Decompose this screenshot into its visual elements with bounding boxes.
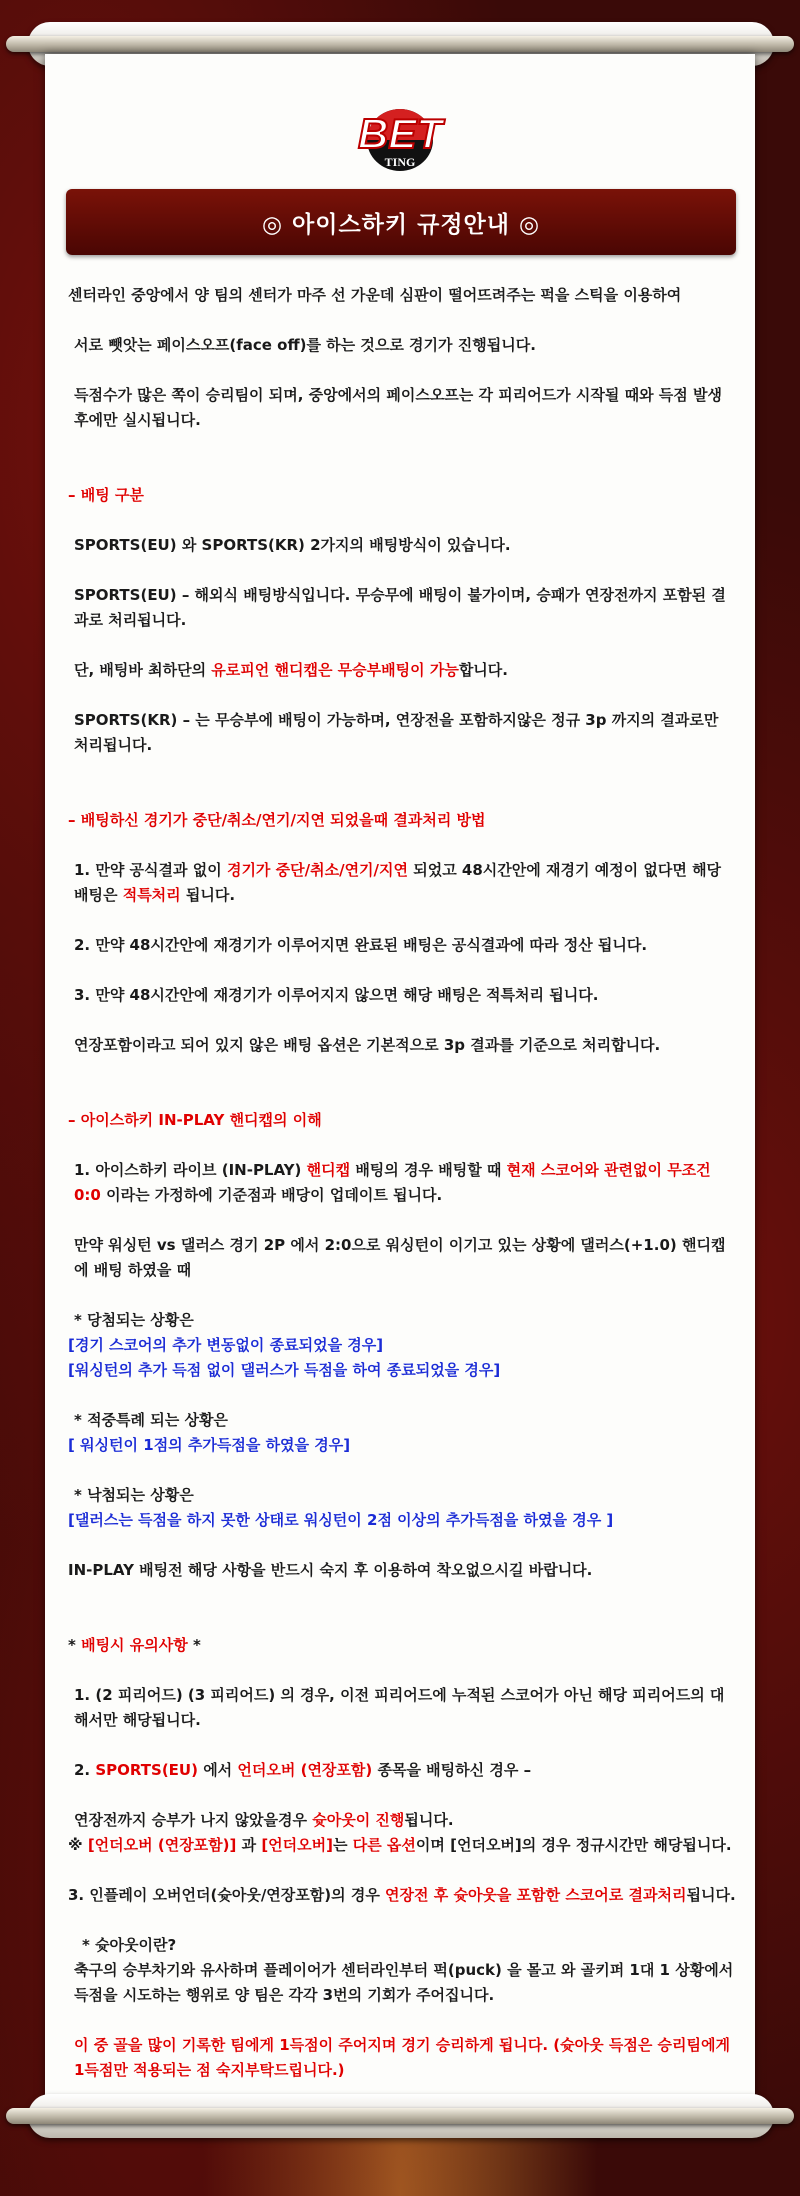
cautions-p1: 1. (2 피리어드) (3 피리어드) 의 경우, 이전 피리어드에 누적된 스코어가 아닌 해당 피리어드의 대해서만 해당됩니다. <box>74 1686 725 1729</box>
intro-p2: 서로 뺏앗는 페이스오프(face off)를 하는 것으로 경기가 진행됩니다. <box>74 336 536 354</box>
inplay-win-2: [워싱턴의 추가 득점 없이 댈러스가 득점을 하여 종료되었을 경우] <box>68 1361 501 1379</box>
betting-types-p2: SPORTS(EU) – 해외식 배팅방식입니다. 무승무에 배팅이 불가이며, 승패가 연장전까지 포함된 결과로 처리됩니다. <box>74 586 726 629</box>
inplay-p1: 1. 아이스하키 라이브 (IN-PLAY) 핸디캡 배팅의 경우 배팅할 때 현재 스코어와 관련없이 무조건 0:0 이라는 가정하에 기준점과 배당이 업데이트 됩니다. <box>74 1161 711 1204</box>
suspension-heading: – 배팅하신 경기가 중단/취소/연기/지연 되었을때 결과처리 방법 <box>68 811 486 829</box>
betting-types-p3: 단, 배팅바 최하단의 유로피언 핸디캡은 무승부배팅이 가능합니다. <box>74 661 508 679</box>
cautions-p2: 2. SPORTS(EU) 에서 언더오버 (연장포함) 종목을 배팅하신 경우 – <box>74 1761 532 1779</box>
inplay-refund-1: [ 워싱턴이 1점의 추가득점을 하였을 경우] <box>68 1436 351 1454</box>
cautions-p4: ※ [언더오버 (연장포함)] 과 [언더오버]는 다른 옵션이며 [언더오버]의 경우 정규시간만 해당됩니다. <box>68 1836 732 1854</box>
rules-content <box>68 283 738 2083</box>
shootout-label: * 슛아웃이란? <box>82 1936 177 1954</box>
shootout-desc: 축구의 승부차기와 유사하며 플레이어가 센터라인부터 퍽(puck) 을 몰고 와 골키퍼 1대 1 상황에서 득점을 시도하는 행위로 양 팀은 각각 3번의 기회가 주어집니다. <box>74 1961 734 2004</box>
svg-text:BET: BET <box>358 110 442 157</box>
inplay-win-label: * 당첨되는 상황은 <box>74 1311 194 1329</box>
intro-p1: 센터라인 중앙에서 양 팀의 센터가 마주 선 가운데 심판이 떨어뜨려주는 퍽을 스틱을 이용하여 <box>68 286 682 304</box>
page-title: ◎ 아이스하키 규정안내 ◎ <box>261 211 541 238</box>
cautions-heading: * 배팅시 유의사항 * <box>68 1636 201 1654</box>
inplay-refund-label: * 적중특례 되는 상황은 <box>74 1411 228 1429</box>
betting-types-p1: SPORTS(EU) 와 SPORTS(KR) 2가지의 배팅방식이 있습니다. <box>74 536 511 554</box>
suspension-p1: 1. 만약 공식결과 없이 경기가 중단/취소/연기/지연 되었고 48시간안에 재경기 예정이 없다면 해당 배팅은 적특처리 됩니다. <box>74 861 722 904</box>
suspension-p2: 2. 만약 48시간안에 재경기가 이루어지면 완료된 배팅은 공식결과에 따라 정산 됩니다. <box>74 936 648 954</box>
svg-text:TING: TING <box>384 155 416 169</box>
cautions-p5: 3. 인플레이 오버언더(슛아웃/연장포함)의 경우 연장전 후 슛아웃을 포함한 스코어로 결과처리됩니다. <box>68 1886 736 1904</box>
inplay-note: IN-PLAY 배팅전 해당 사항을 반드시 숙지 후 이용하여 착오없으시길 바랍니다. <box>68 1561 593 1579</box>
inplay-p2: 만약 워싱턴 vs 댈러스 경기 2P 에서 2:0으로 워싱턴이 이기고 있는 상황에 댈러스(+1.0) 핸디캡에 배팅 하였을 때 <box>74 1236 726 1279</box>
bet-logo <box>325 100 475 172</box>
scroll-bottom-rod <box>6 2108 794 2124</box>
inplay-lose-1: [댈러스는 득점을 하지 못한 상태로 워싱턴이 2점 이상의 추가득점을 하였을 경우 ] <box>68 1511 614 1529</box>
intro-p3: 득점수가 많은 쪽이 승리팀이 되며, 중앙에서의 페이스오프는 각 피리어드가 시작될 때와 득점 발생 후에만 실시됩니다. <box>74 386 722 429</box>
page-title-banner <box>66 189 736 255</box>
betting-types-heading: – 배팅 구분 <box>68 486 144 504</box>
cautions-p3: 연장전까지 승부가 나지 않았을경우 슛아웃이 진행됩니다. <box>74 1811 454 1829</box>
inplay-win-1: [경기 스코어의 추가 변동없이 종료되었을 경우] <box>68 1336 384 1354</box>
betting-types-p4: SPORTS(KR) – 는 무승부에 배팅이 가능하며, 연장전을 포함하지않은 정규 3p 까지의 결과로만 처리됩니다. <box>74 711 719 754</box>
inplay-lose-label: * 낙첨되는 상황은 <box>74 1486 194 1504</box>
scroll-top-rod <box>6 36 794 52</box>
suspension-p3: 3. 만약 48시간안에 재경기가 이루어지지 않으면 해당 배팅은 적특처리 됩니다. <box>74 986 599 1004</box>
shootout-final: 이 중 골을 많이 기록한 팀에게 1득점이 주어지며 경기 승리하게 됩니다. (슛아웃 득점은 승리팀에게 1득점만 적용되는 점 숙지부탁드립니다.) <box>74 2036 730 2079</box>
suspension-p4: 연장포함이라고 되어 있지 않은 배팅 옵션은 기본적으로 3p 결과를 기준으로 처리합니다. <box>74 1036 661 1054</box>
inplay-heading: – 아이스하키 IN-PLAY 핸디캡의 이해 <box>68 1111 322 1129</box>
